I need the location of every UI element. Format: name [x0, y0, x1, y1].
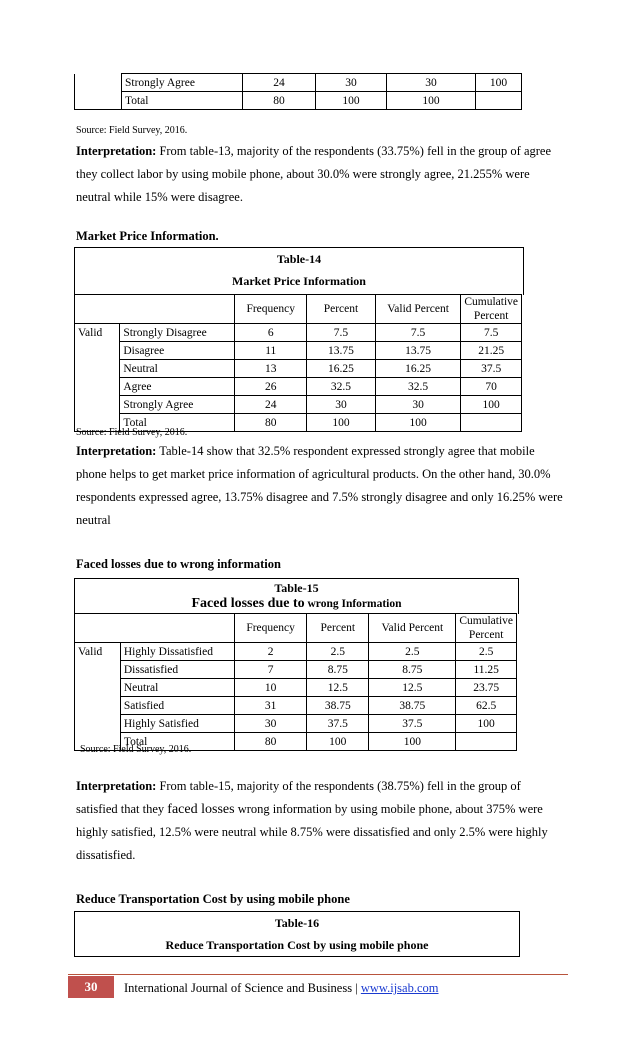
- table-13-continuation: [74, 73, 522, 110]
- valid-percent-cell: 37.5: [369, 715, 456, 733]
- blank-cell: [75, 295, 120, 324]
- row-label: Dissatisfied: [120, 661, 234, 679]
- text-line: dissatisfied.: [76, 848, 136, 862]
- blank-cell: [75, 715, 121, 733]
- frequency-cell: 80: [243, 92, 316, 110]
- column-header: Frequency: [234, 614, 306, 643]
- valid-percent-cell: 38.75: [369, 697, 456, 715]
- interpretation-label: Interpretation:: [76, 444, 157, 458]
- frequency-cell: 24: [235, 396, 307, 414]
- percent-cell: 100: [307, 414, 376, 432]
- row-label: Strongly Agree: [122, 74, 243, 92]
- table-row: [75, 697, 517, 715]
- blank-cell: [75, 679, 121, 697]
- interpretation-14: [76, 440, 563, 532]
- blank-cell: [75, 661, 121, 679]
- table-row: [75, 92, 522, 110]
- table-row: [75, 360, 522, 378]
- percent-cell: 2.5: [307, 643, 369, 661]
- percent-cell: 13.75: [307, 342, 376, 360]
- valid-percent-cell: 30: [387, 74, 476, 92]
- table-row: [75, 324, 522, 342]
- valid-percent-cell: 7.5: [375, 324, 460, 342]
- cumulative-cell: 11.25: [456, 661, 517, 679]
- text-line: neutral while 15% were disagree.: [76, 190, 243, 204]
- row-label: Neutral: [120, 679, 234, 697]
- table-row: [75, 396, 522, 414]
- section-heading: Market Price Information.: [76, 229, 219, 243]
- valid-percent-cell: 13.75: [375, 342, 460, 360]
- cumulative-cell: 2.5: [456, 643, 517, 661]
- table-source: Source: Field Survey, 2016.: [76, 427, 188, 438]
- table-number: Table-15: [274, 581, 319, 595]
- percent-cell: 16.25: [307, 360, 376, 378]
- blank-cell: [75, 92, 122, 110]
- valid-percent-cell: 12.5: [369, 679, 456, 697]
- blank-cell: [120, 295, 235, 324]
- table-row: [75, 715, 517, 733]
- footer-journal: [124, 981, 439, 996]
- column-header: Valid Percent: [369, 614, 456, 643]
- valid-percent-cell: 100: [369, 733, 456, 751]
- cumulative-cell: 23.75: [456, 679, 517, 697]
- blank-cell: [75, 360, 120, 378]
- percent-cell: 30: [316, 74, 387, 92]
- valid-label: Valid: [75, 324, 120, 342]
- column-header: Cumulative Percent: [461, 295, 522, 324]
- table-row: [75, 342, 522, 360]
- frequency-cell: 10: [234, 679, 306, 697]
- table-title-large: Faced losses due to: [191, 596, 305, 611]
- column-header: Frequency: [235, 295, 307, 324]
- row-label: Satisfied: [120, 697, 234, 715]
- cumulative-cell: 70: [461, 378, 522, 396]
- blank-cell: [75, 342, 120, 360]
- table-row: [75, 74, 522, 92]
- row-label: Agree: [120, 378, 235, 396]
- cumulative-cell: 21.25: [461, 342, 522, 360]
- table-header-row: [75, 614, 517, 643]
- frequency-cell: 30: [234, 715, 306, 733]
- cumulative-cell: 7.5: [461, 324, 522, 342]
- table-row: [75, 679, 517, 697]
- blank-cell: [75, 697, 121, 715]
- text-line: neutral: [76, 513, 111, 527]
- valid-percent-cell: 100: [387, 92, 476, 110]
- table-header-row: [75, 295, 522, 324]
- table-title: [75, 596, 518, 612]
- table-title: Market Price Information: [232, 274, 366, 288]
- percent-cell: 37.5: [307, 715, 369, 733]
- cumulative-cell: 100: [461, 396, 522, 414]
- cumulative-cell: [476, 92, 522, 110]
- percent-cell: 7.5: [307, 324, 376, 342]
- text-line: phone helps to get market price information of agricultural products. On the other hand, 30.0%: [76, 467, 551, 481]
- page-number: 30: [68, 976, 114, 998]
- frequency-cell: 26: [235, 378, 307, 396]
- text-line: highly satisfied, 12.5% were neutral while 8.75% were dissatisfied and only 2.5% were highly: [76, 825, 548, 839]
- text-line: wrong information by using mobile phone, about 375% were: [234, 802, 543, 816]
- interpretation-label: Interpretation:: [76, 779, 157, 793]
- frequency-cell: 7: [234, 661, 306, 679]
- interpretation-15: [76, 775, 563, 867]
- percent-cell: 32.5: [307, 378, 376, 396]
- table-source: Source: Field Survey, 2016.: [76, 125, 188, 136]
- table-number: Table-16: [274, 916, 320, 930]
- row-label: Total: [120, 733, 234, 751]
- section-heading: Faced losses due to wrong information: [76, 557, 281, 571]
- table-caption: [74, 578, 519, 614]
- frequency-cell: 11: [235, 342, 307, 360]
- table-source: Source: Field Survey, 2016.: [80, 744, 192, 755]
- table-row: [75, 661, 517, 679]
- frequency-cell: 2: [234, 643, 306, 661]
- frequency-cell: 6: [235, 324, 307, 342]
- journal-name: International Journal of Science and Business: [124, 981, 353, 995]
- table-14: [74, 294, 522, 432]
- text-line: satisfied that they: [76, 802, 168, 816]
- row-label: Total: [122, 92, 243, 110]
- text-line: From table-15, majority of the respondents (38.75%) fell in the group of: [156, 779, 521, 793]
- percent-cell: 100: [316, 92, 387, 110]
- row-label: Disagree: [120, 342, 235, 360]
- valid-percent-cell: 100: [375, 414, 460, 432]
- valid-label: Valid: [75, 643, 121, 661]
- percent-cell: 38.75: [307, 697, 369, 715]
- interpretation-13: [76, 140, 563, 209]
- frequency-cell: 13: [235, 360, 307, 378]
- blank-cell: [75, 614, 121, 643]
- frequency-cell: 31: [234, 697, 306, 715]
- interpretation-label: Interpretation:: [76, 144, 157, 158]
- table-15: [74, 613, 517, 751]
- blank-cell: [120, 614, 234, 643]
- cumulative-cell: 100: [476, 74, 522, 92]
- percent-cell: 8.75: [307, 661, 369, 679]
- valid-percent-cell: 32.5: [375, 378, 460, 396]
- cumulative-cell: 62.5: [456, 697, 517, 715]
- table-row: [75, 378, 522, 396]
- cumulative-cell: 100: [456, 715, 517, 733]
- row-label: Neutral: [120, 360, 235, 378]
- column-header: Valid Percent: [375, 295, 460, 324]
- row-label: Highly Dissatisfied: [120, 643, 234, 661]
- blank-cell: [75, 378, 120, 396]
- percent-cell: 12.5: [307, 679, 369, 697]
- text-line: respondents expressed agree, 13.75% disagree and 7.5% strongly disagree and only 16.25% were: [76, 490, 563, 504]
- blank-cell: [75, 74, 122, 92]
- table-number: Table-14: [276, 252, 322, 266]
- valid-percent-cell: 30: [375, 396, 460, 414]
- table-title: Reduce Transportation Cost by using mobile phone: [165, 938, 429, 952]
- cumulative-cell: 37.5: [461, 360, 522, 378]
- table-caption: [74, 247, 524, 295]
- column-header: Cumulative Percent: [456, 614, 517, 643]
- text-line: they collect labor by using mobile phone, about 30.0% were strongly agree, 21.255% were: [76, 167, 530, 181]
- percent-cell: 30: [307, 396, 376, 414]
- frequency-cell: 24: [243, 74, 316, 92]
- row-label: Highly Satisfied: [120, 715, 234, 733]
- cumulative-cell: [461, 414, 522, 432]
- separator: |: [352, 981, 361, 995]
- row-label: Strongly Agree: [120, 396, 235, 414]
- blank-cell: [75, 396, 120, 414]
- column-header: Percent: [307, 295, 376, 324]
- table-title-small: wrong Information: [304, 598, 402, 610]
- row-label: Total: [120, 414, 235, 432]
- footer-rule: [68, 974, 568, 975]
- percent-cell: 100: [307, 733, 369, 751]
- valid-percent-cell: 16.25: [375, 360, 460, 378]
- column-header: Percent: [307, 614, 369, 643]
- frequency-cell: 80: [234, 733, 306, 751]
- journal-link[interactable]: www.ijsab.com: [360, 981, 439, 995]
- valid-percent-cell: 8.75: [369, 661, 456, 679]
- row-label: Strongly Disagree: [120, 324, 235, 342]
- valid-percent-cell: 2.5: [369, 643, 456, 661]
- text-line: Table-14 show that 32.5% respondent expressed strongly agree that mobile: [156, 444, 535, 458]
- text-emphasis: faced losses: [167, 802, 235, 817]
- table-caption: [74, 911, 520, 957]
- section-heading: Reduce Transportation Cost by using mobile phone: [76, 892, 350, 906]
- cumulative-cell: [456, 733, 517, 751]
- table-row: [75, 643, 517, 661]
- frequency-cell: 80: [235, 414, 307, 432]
- text-line: From table-13, majority of the respondents (33.75%) fell in the group of agree: [156, 144, 551, 158]
